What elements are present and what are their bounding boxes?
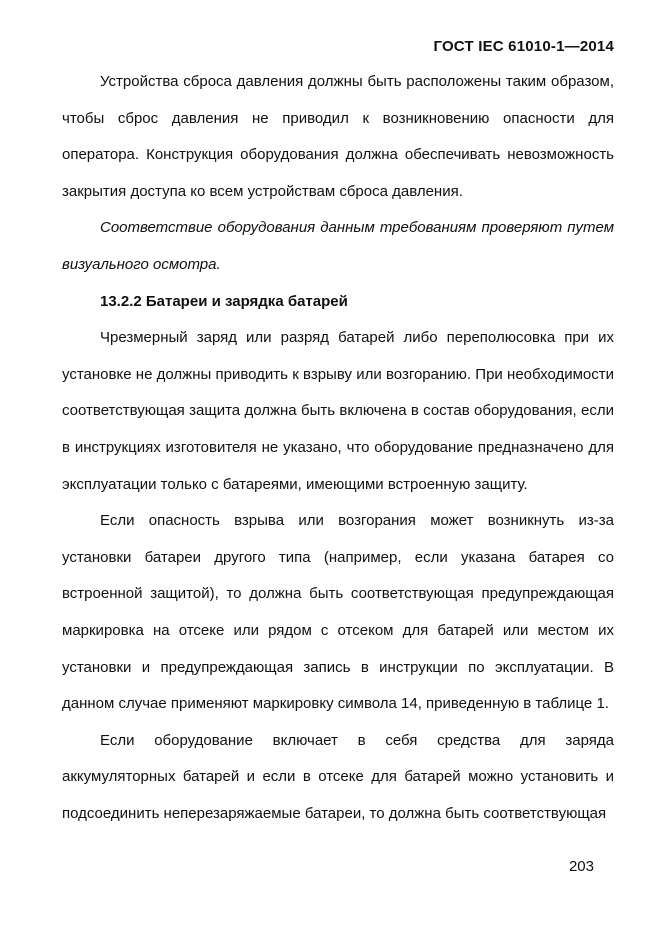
page-number: 203: [568, 858, 594, 875]
document-header-code: ГОСТ IEC 61010-1—2014: [433, 38, 614, 55]
paragraph-pressure-relief: Устройства сброса давления должны быть расположены таким образом, чтобы сброс давления не приводил к возникновению опасности для оператора. Конструкция оборудования должна обеспечивать невозможность закрытия доступа ко всем устройствам сброса давления.: [62, 73, 614, 200]
paragraph-battery-type-warning: Если опасность взрыва или возгорания может возникнуть из-за установки батареи другого типа (например, если указана батарея со встроенной защитой), то должна быть соответствующая предупреждающая маркировка на отсеке или рядом с отсеком для батарей или местом их установки и предупреждающая запись в инструкции по эксплуатации. В данном случае применяют маркировку символа 14, приведенную в таблице 1.: [62, 512, 614, 713]
paragraph-compliance-check: Соответствие оборудования данным требованиям проверяют путем визуального осмотра.: [62, 219, 614, 273]
paragraph-battery-overcharge: Чрезмерный заряд или разряд батарей либо переполюсовка при их установке не должны приводить к взрыву или возгоранию. При необходимости соответствующая защита должна быть включена в состав оборудования, если в инструкциях изготовителя не указано, что оборудование предназначено для эксплуатации только с батареями, имеющими встроенную защиту.: [62, 329, 614, 493]
section-heading-13-2-2: 13.2.2 Батареи и зарядка батарей: [100, 292, 348, 310]
page-body: [62, 64, 614, 832]
paragraph-battery-charging: Если оборудование включает в себя средства для заряда аккумуляторных батарей и если в отсеке для батарей можно установить и подсоединить неперезаряжаемые батареи, то должна быть соответствующая: [62, 731, 614, 822]
